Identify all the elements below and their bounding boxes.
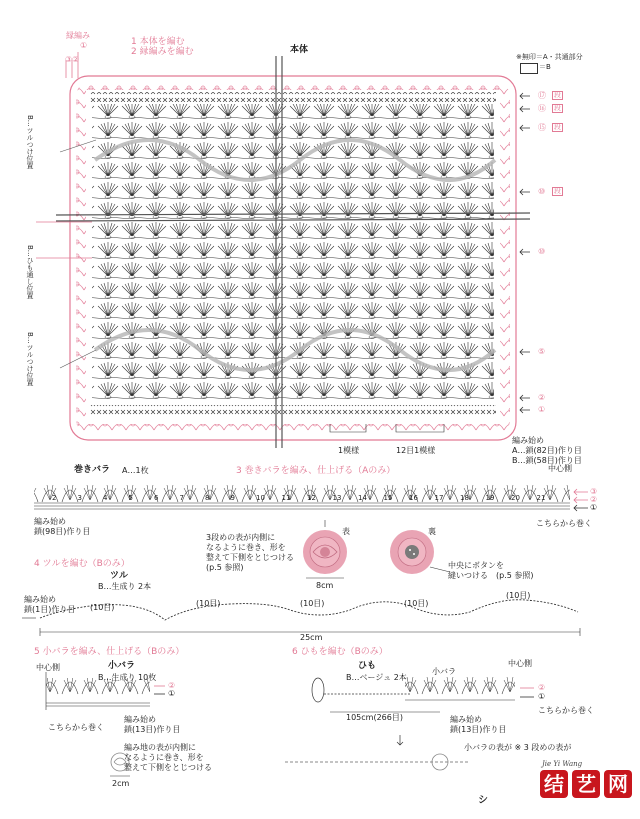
- rose-row-1: ①: [590, 503, 598, 512]
- row-5: ⑤: [538, 347, 546, 356]
- small-rose-row-2: ②: [168, 681, 176, 690]
- small-rose-count: B…生成り 10枚: [98, 673, 157, 682]
- rose-note-4: (p.5 参照): [206, 563, 244, 572]
- watermark-char-2: 艺: [572, 770, 600, 798]
- rose-front-label: 表: [342, 527, 350, 536]
- pattern-number: 16: [409, 494, 418, 502]
- vine-seg-1: (10目): [90, 603, 115, 612]
- cord-length: 105cm(266目): [346, 713, 403, 722]
- pattern-number: 9: [230, 494, 235, 502]
- step-5-label: 5 小バラを編み、仕上げる（Bのみ）: [34, 647, 185, 657]
- small-rose-title: 小バラ: [108, 661, 136, 671]
- small-rose-note-1: 編み地の表が内側に: [124, 743, 196, 752]
- row-17-suffix: 段: [554, 91, 561, 99]
- small-rose-center: 中心側: [36, 663, 60, 672]
- watermark-logo: [518, 760, 636, 812]
- vine-start-chain: 鎖(1目)作り目: [24, 605, 76, 614]
- rose-start-chain: 鎖(98目)作り目: [34, 527, 91, 536]
- cord-position: B…ひも通し位置: [26, 245, 34, 299]
- pattern-number: 18: [460, 494, 469, 502]
- row-2: ②: [538, 393, 546, 402]
- repeat-1: 1模様: [338, 446, 360, 455]
- cord-diagram: [285, 673, 534, 770]
- step-3-label: 3 巻きバラを編み、仕上げる（Aのみ）: [236, 466, 396, 476]
- body-chart: [36, 52, 530, 448]
- start-a: A…鎖(82目)作り目: [512, 446, 582, 455]
- pattern-number: 13: [332, 494, 342, 502]
- pattern-number: 3: [77, 494, 82, 502]
- step-4-label: 4 ツルを編む（Bのみ）: [34, 559, 130, 569]
- cord-row-2: ②: [538, 683, 546, 692]
- step-2-label: 2 縁編みを編む: [131, 47, 194, 57]
- vine-position-bottom: B…ツルつけ位置: [26, 332, 34, 386]
- vine-start-label: 編み始め: [24, 595, 56, 604]
- small-rose-row-1: ①: [168, 689, 176, 698]
- legend-star-note: ※無印＝A・共通部分: [516, 53, 583, 61]
- rose-row-3: ③: [590, 487, 598, 496]
- rose-back-label: 裏: [428, 527, 436, 536]
- vine-count: B…生成り 2本: [98, 582, 152, 591]
- pattern-number: 2: [52, 494, 57, 502]
- row-10-suffix: 段: [554, 187, 561, 195]
- small-rose-size: 2cm: [112, 779, 130, 788]
- pattern-number: 4: [103, 494, 108, 502]
- start-label: 編み始め: [512, 436, 544, 445]
- rose-start-label: 編み始め: [34, 517, 66, 526]
- watermark-char-1: 结: [540, 770, 568, 798]
- button-note-2: 縫いつける (p.5 参照): [448, 571, 534, 580]
- small-rose-roll-from: こちらから巻く: [48, 723, 104, 732]
- row-15-suffix: 段: [554, 123, 561, 131]
- vine-position-top: B…ツルつけ位置: [26, 115, 34, 169]
- cord-start-chain: 鎖(13目)作り目: [450, 725, 507, 734]
- small-rose-note-3: 整えて下側をとじつける: [124, 763, 212, 772]
- pattern-number: 10: [256, 494, 265, 502]
- start-b: B…鎖(58目)作り目: [512, 456, 582, 465]
- vine-seg-4: (10目): [404, 599, 429, 608]
- legend-box: [520, 63, 538, 74]
- step-1-label: 1 本体を編む: [131, 37, 185, 47]
- vine-seg-2: (10目): [196, 599, 221, 608]
- small-rose-start-chain: 鎖(13目)作り目: [124, 725, 181, 734]
- small-rose-start-label: 編み始め: [124, 715, 156, 724]
- row-10: ⑩: [538, 187, 546, 196]
- pattern-number: 20: [511, 494, 520, 502]
- rose-title: 巻きバラ: [74, 465, 111, 475]
- cord-bottom-note: 小バラの表が ※ 3 段めの表が: [464, 743, 572, 752]
- legend-box-note: ＝B: [539, 63, 551, 71]
- pattern-number: 21: [536, 494, 546, 502]
- row-16-suffix: 段: [554, 104, 561, 112]
- step-6-label: 6 ひもを編む（Bのみ）: [292, 647, 388, 657]
- body-title: 本体: [290, 45, 309, 55]
- row-17: ⑰: [538, 91, 546, 100]
- button-note-1: 中央にボタンを: [448, 561, 504, 570]
- cord-start-label: 編み始め: [450, 715, 482, 724]
- cord-row-1: ①: [538, 692, 546, 701]
- edge-row-2: ②: [72, 55, 80, 64]
- edge-row-3: ③: [65, 55, 73, 64]
- page-letter: シ: [478, 795, 488, 806]
- pattern-number: 7: [179, 494, 184, 502]
- cord-small-rose-label: 小バラ: [432, 667, 456, 676]
- watermark-signature: Jie Yi Wang: [542, 760, 583, 768]
- rose-note-1: 3段めの表が内側に: [206, 533, 276, 542]
- watermark-char-3: 网: [604, 770, 632, 798]
- pattern-number: 12: [307, 494, 316, 502]
- row-marker-a: ⑩: [538, 247, 546, 256]
- vine-seg-5: (10目): [506, 591, 531, 600]
- edge-label: 縁編み: [66, 31, 90, 40]
- pattern-number: 6: [154, 494, 159, 502]
- rose-size: 8cm: [316, 581, 334, 590]
- pattern-number: 11: [281, 494, 291, 502]
- pattern-number: 15: [383, 494, 393, 502]
- pattern-number: 19: [485, 494, 495, 502]
- rose-front: [303, 530, 347, 574]
- rose-back: [390, 527, 436, 574]
- vine-seg-3: (10目): [300, 599, 325, 608]
- rose-center-label: 中心側: [548, 464, 572, 473]
- small-rose-note-2: なるように巻き、形を: [124, 753, 204, 762]
- rose-count: A…1枚: [122, 466, 149, 475]
- pattern-number: 14: [358, 494, 367, 502]
- cord-center-label: 中心側: [508, 659, 532, 668]
- pattern-number: 5: [128, 494, 133, 502]
- vine-title: ツル: [110, 571, 129, 581]
- vine-length: 25cm: [300, 633, 323, 642]
- rose-note-2: なるように巻き、形を: [206, 543, 286, 552]
- cord-count: B…ベージュ 2本: [346, 673, 407, 682]
- row-15: ⑮: [538, 123, 546, 132]
- pattern-number: 17: [434, 494, 444, 502]
- rose-row-2: ②: [590, 495, 598, 504]
- rose-roll-from: こちらから巻く: [536, 519, 592, 528]
- cord-roll-from: こちらから巻く: [538, 706, 594, 715]
- pattern-number: 8: [205, 494, 210, 502]
- row-1: ①: [538, 405, 546, 414]
- row-16: ⑯: [538, 104, 546, 113]
- rose-note-3: 整えて下側をとじつける: [206, 553, 294, 562]
- repeat-12: 12目1模様: [396, 446, 436, 455]
- edge-row-1: ①: [80, 41, 88, 50]
- cord-title: ひも: [358, 661, 377, 671]
